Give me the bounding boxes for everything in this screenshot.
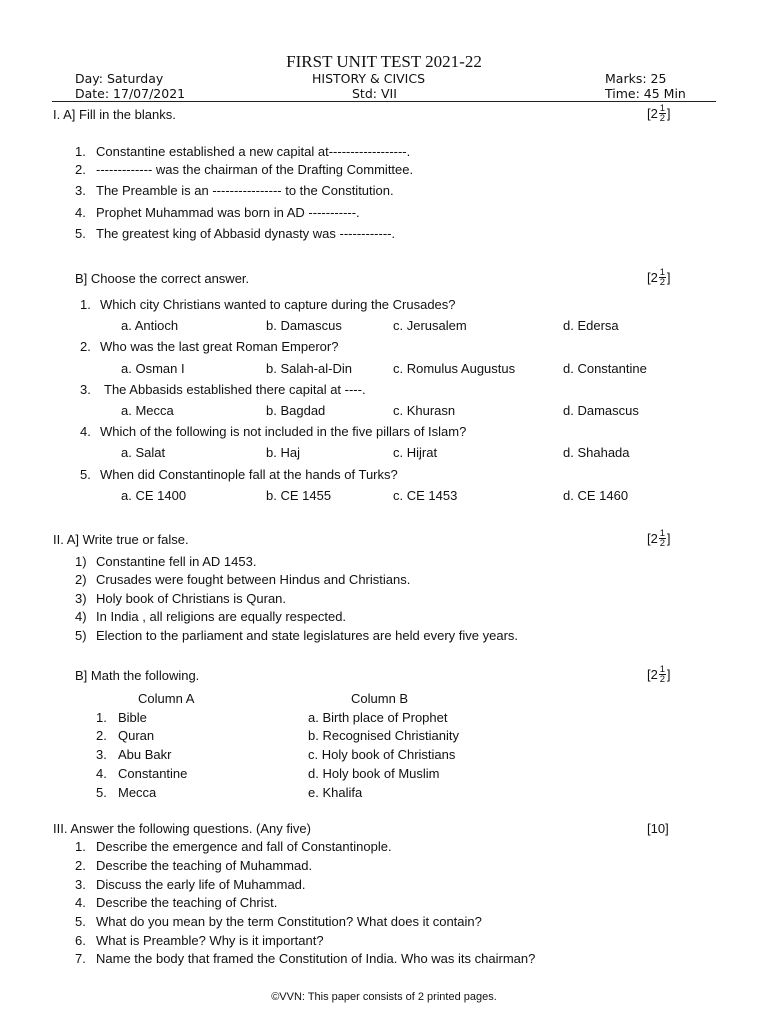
section-marks: [ 2 $\frac{1}{2}$ ]: [647, 664, 671, 685]
item-number: 2.: [96, 728, 107, 743]
item-number: 2.: [80, 339, 91, 354]
item-number: 1.: [96, 710, 107, 725]
item-number: 5.: [75, 914, 86, 929]
paper-title: FIRST UNIT TEST 2021-22: [286, 52, 482, 71]
mcq-option: b. Bagdad: [266, 403, 326, 418]
blank-question: The Preamble is an ---------------- to the Constitution.: [96, 183, 394, 198]
mcq-question: Who was the last great Roman Emperor?: [100, 339, 339, 354]
blank-question: Prophet Muhammad was born in AD -----------.: [96, 205, 360, 220]
mcq-option: a. Salat: [121, 445, 166, 460]
long-answer-question: Describe the teaching of Christ.: [96, 895, 278, 910]
true-false-statement: In India , all religions are equally respected.: [96, 609, 347, 624]
exam-date: Date: 17/07/2021: [75, 86, 186, 101]
exam-day: Day: Saturday: [75, 71, 164, 86]
section-marks: [10]: [647, 821, 669, 836]
item-number: 1): [75, 554, 87, 569]
item-number: 3.: [75, 877, 86, 892]
column-b-header: Column B: [351, 691, 409, 706]
item-number: 2.: [75, 162, 86, 177]
true-false-statement: Crusades were fought between Hindus and Christians.: [96, 572, 411, 587]
section-marks: [ 2 $\frac{1}{2}$ ]: [647, 103, 671, 124]
item-number: 2): [75, 572, 87, 587]
long-answer-question: What do you mean by the term Constitution? What does it contain?: [96, 914, 482, 929]
section-marks: [ 2 $\frac{1}{2}$ ]: [647, 528, 671, 549]
item-number: 6.: [75, 933, 86, 948]
item-number: 5.: [75, 226, 86, 241]
total-marks: Marks: 25: [605, 71, 667, 86]
item-number: 1.: [80, 297, 91, 312]
item-number: 5.: [80, 467, 91, 482]
mcq-option: b. CE 1455: [266, 488, 332, 503]
item-number: 3.: [80, 382, 91, 397]
mcq-option: d. Constantine: [563, 361, 647, 376]
section-heading: B] Choose the correct answer.: [75, 271, 250, 286]
long-answer-question: Discuss the early life of Muhammad.: [96, 877, 306, 892]
mcq-option: d. CE 1460: [563, 488, 629, 503]
column-a-item: Quran: [118, 728, 155, 743]
mcq-option: c. Khurasn: [393, 403, 456, 418]
long-answer-question: Name the body that framed the Constitution of India. Who was its chairman?: [96, 951, 536, 966]
column-b-item: d. Holy book of Muslim: [308, 766, 440, 781]
blank-question: The greatest king of Abbasid dynasty was ------------.: [96, 226, 396, 241]
column-b-item: c. Holy book of Christians: [308, 747, 456, 762]
mcq-option: b. Haj: [266, 445, 300, 460]
long-answer-question: Describe the emergence and fall of Constantinople.: [96, 839, 392, 854]
mcq-option: b. Damascus: [266, 318, 342, 333]
mcq-option: c. Jerusalem: [393, 318, 467, 333]
blank-question: ------------- was the chairman of the Drafting Committee.: [96, 162, 414, 177]
mcq-question: The Abbasids established there capital at ----.: [104, 382, 366, 397]
section-heading: B] Math the following.: [75, 668, 200, 683]
item-number: 4.: [96, 766, 107, 781]
item-number: 4.: [75, 205, 86, 220]
mcq-option: b. Salah-al-Din: [266, 361, 352, 376]
mcq-option: d. Damascus: [563, 403, 639, 418]
mcq-option: d. Edersa: [563, 318, 619, 333]
item-number: 3.: [75, 183, 86, 198]
long-answer-question: Describe the teaching of Muhammad.: [96, 858, 313, 873]
mcq-option: a. Mecca: [121, 403, 174, 418]
item-number: 1.: [75, 839, 86, 854]
section-heading: II. A] Write true or false.: [53, 532, 189, 547]
item-number: 4): [75, 609, 87, 624]
item-number: 4.: [75, 895, 86, 910]
mcq-option: a. Antioch: [121, 318, 179, 333]
column-b-item: a. Birth place of Prophet: [308, 710, 448, 725]
time-allowed: Time: 45 Min: [605, 86, 686, 101]
page-footer: ©VVN: This paper consists of 2 printed pages.: [271, 991, 497, 1003]
mcq-option: c. CE 1453: [393, 488, 458, 503]
column-a-item: Constantine: [118, 766, 188, 781]
section-heading: I. A] Fill in the blanks.: [53, 107, 176, 122]
long-answer-question: What is Preamble? Why is it important?: [96, 933, 324, 948]
true-false-statement: Election to the parliament and state legislatures are held every five years.: [96, 628, 519, 643]
mcq-question: When did Constantinople fall at the hands of Turks?: [100, 467, 398, 482]
column-a-header: Column A: [138, 691, 195, 706]
mcq-option: c. Hijrat: [393, 445, 438, 460]
item-number: 7.: [75, 951, 86, 966]
header-divider: [52, 101, 716, 102]
section-marks: [ 2 $\frac{1}{2}$ ]: [647, 267, 671, 288]
column-b-item: e. Khalifa: [308, 785, 363, 800]
item-number: 5.: [96, 785, 107, 800]
column-a-item: Abu Bakr: [118, 747, 172, 762]
mcq-option: a. CE 1400: [121, 488, 187, 503]
mcq-option: a. Osman I: [121, 361, 185, 376]
item-number: 5): [75, 628, 87, 643]
column-a-item: Mecca: [118, 785, 157, 800]
section-heading: III. Answer the following questions. (Any five): [53, 821, 311, 836]
blank-question: Constantine established a new capital at------------------.: [96, 144, 411, 159]
true-false-statement: Holy book of Christians is Quran.: [96, 591, 287, 606]
mcq-option: c. Romulus Augustus: [393, 361, 516, 376]
subject: HISTORY & CIVICS: [312, 71, 426, 86]
mcq-question: Which of the following is not included in the five pillars of Islam?: [100, 424, 467, 439]
mcq-option: d. Shahada: [563, 445, 630, 460]
item-number: 3.: [96, 747, 107, 762]
standard: Std: VII: [352, 86, 397, 101]
column-a-item: Bible: [118, 710, 147, 725]
item-number: 4.: [80, 424, 91, 439]
mcq-question: Which city Christians wanted to capture during the Crusades?: [100, 297, 456, 312]
item-number: 1.: [75, 144, 86, 159]
column-b-item: b. Recognised Christianity: [308, 728, 460, 743]
item-number: 3): [75, 591, 87, 606]
item-number: 2.: [75, 858, 86, 873]
true-false-statement: Constantine fell in AD 1453.: [96, 554, 257, 569]
